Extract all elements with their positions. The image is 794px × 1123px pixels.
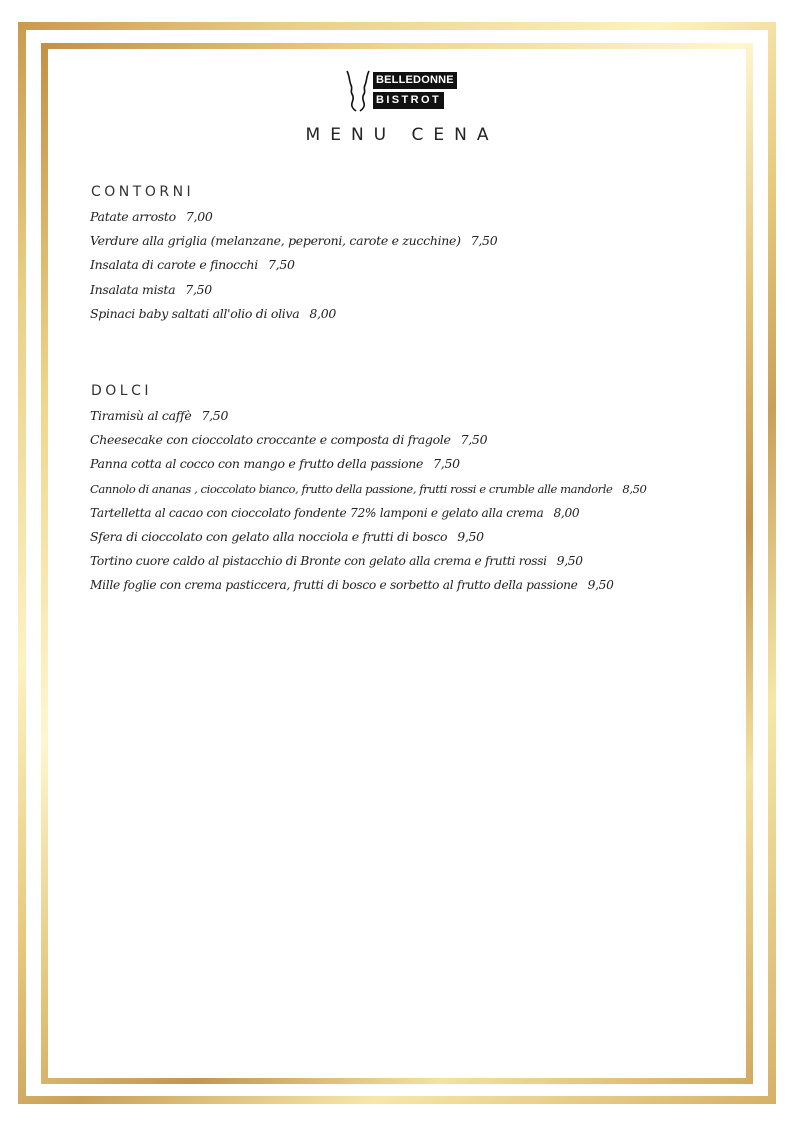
- menu-item: [90, 477, 646, 501]
- dolci-list: [90, 404, 646, 598]
- facing-profiles-icon: [344, 69, 372, 113]
- item-price: 9,50: [587, 578, 614, 593]
- menu-item: [90, 205, 497, 229]
- section-title-contorni: CONTORNI: [91, 184, 195, 200]
- item-name: Tortino cuore caldo al pistacchio di Bronte con gelato alla crema e frutti rossi: [90, 554, 547, 569]
- item-price: 7,50: [185, 281, 212, 297]
- item-name: Verdure alla griglia (melanzane, peperoni, carote e zucchine): [90, 233, 461, 249]
- item-price: 7,50: [470, 233, 498, 249]
- brand-logo: [344, 69, 452, 113]
- item-name: Cheesecake con cioccolato croccante e composta di fragole: [90, 432, 451, 448]
- section-title-dolci: DOLCI: [91, 383, 153, 399]
- item-price: 8,00: [309, 305, 337, 321]
- item-price: 7,50: [433, 456, 460, 472]
- contorni-list: [90, 205, 497, 326]
- item-name: Insalata di carote e finocchi: [90, 257, 258, 273]
- menu-item: [90, 302, 497, 326]
- brand-name-line1: BELLEDONNE: [373, 72, 457, 89]
- item-name: Panna cotta al cocco con mango e frutto della passione: [90, 456, 424, 472]
- item-price: 9,50: [457, 528, 484, 544]
- item-name: Cannolo di ananas , cioccolato bianco, frutto della passione, frutti rossi e crumble alle mandorle: [90, 481, 613, 496]
- item-name: Spinaci baby saltati all'olio di oliva: [90, 305, 300, 321]
- item-name: Tartelletta al cacao con cioccolato fondente 72% lamponi e gelato alla crema: [90, 505, 544, 520]
- menu-item: [90, 278, 497, 302]
- menu-item: [90, 525, 646, 549]
- item-name: Sfera di cioccolato con gelato alla nocciola e frutti di bosco: [90, 528, 448, 544]
- item-name: Insalata mista: [90, 281, 176, 297]
- item-name: Mille foglie con crema pasticcera, frutti di bosco e sorbetto al frutto della passione: [90, 578, 578, 593]
- brand-name-line2: BISTROT: [373, 92, 444, 109]
- menu-item: [90, 501, 646, 525]
- item-price: 7,50: [268, 257, 295, 273]
- menu-item: [90, 452, 646, 476]
- item-name: Patate arrosto: [90, 209, 176, 224]
- item-price: 7,50: [460, 432, 488, 448]
- menu-item: [90, 573, 646, 597]
- item-price: 8,50: [622, 481, 647, 496]
- item-price: 8,00: [553, 505, 580, 520]
- item-price: 7,50: [201, 408, 229, 423]
- menu-item: [90, 229, 497, 253]
- menu-item: [90, 549, 646, 573]
- menu-item: [90, 428, 646, 452]
- item-price: 9,50: [556, 554, 583, 569]
- menu-title: MENU CENA: [305, 125, 499, 145]
- menu-item: [90, 253, 497, 277]
- menu-item: [90, 404, 646, 428]
- item-name: Tiramisù al caffè: [90, 408, 192, 423]
- item-price: 7,00: [185, 209, 213, 224]
